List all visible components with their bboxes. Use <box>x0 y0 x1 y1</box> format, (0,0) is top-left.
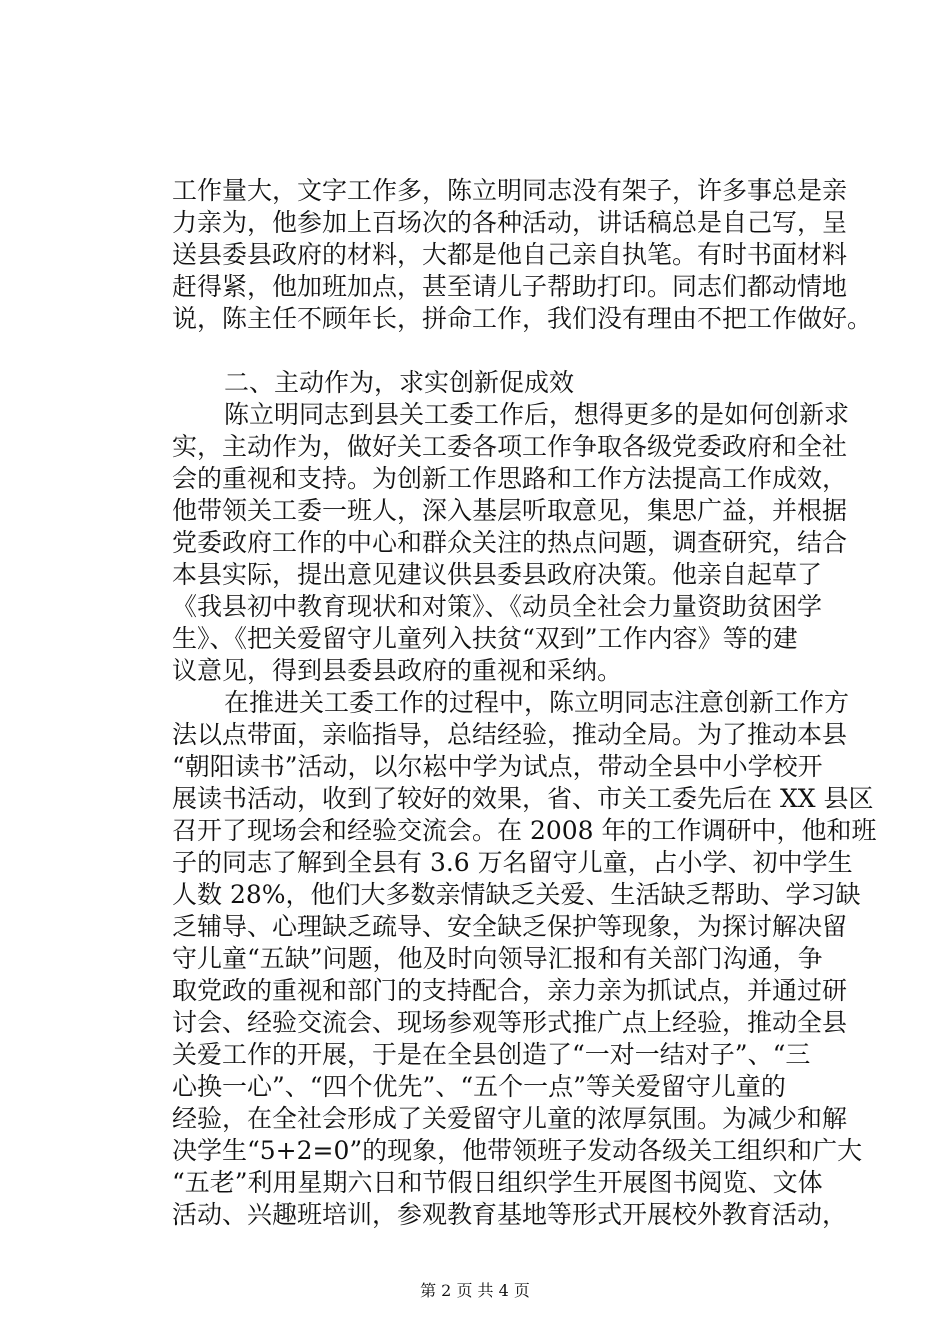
body-line: 讨会、经验交流会、现场参观等形式推广点上经验，推动全县 <box>172 1008 848 1037</box>
body-line: 展读书活动，收到了较好的效果，省、市关工委先后在 XX 县区 <box>172 784 874 813</box>
body-line: 陈立明同志到县关工委工作后，想得更多的是如何创新求 <box>224 400 850 429</box>
body-line: 说，陈主任不顾年长，拼命工作，我们没有理由不把工作做好。 <box>172 304 873 333</box>
body-line: 关爱工作的开展，于是在全县创造了“一对一结对子”、“三 <box>172 1040 811 1069</box>
body-line: 工作量大，文字工作多，陈立明同志没有架子，许多事总是亲 <box>172 176 848 205</box>
body-line: 党委政府工作的中心和群众关注的热点问题，调查研究，结合 <box>172 528 848 557</box>
body-line: “五老”利用星期六日和节假日组织学生开展图书阅览、文体 <box>172 1168 823 1197</box>
body-line: “朝阳读书”活动，以尔崧中学为试点，带动全县中小学校开 <box>172 752 823 781</box>
body-line: 在推进关工委工作的过程中，陈立明同志注意创新工作方 <box>224 688 850 717</box>
body-line: 召开了现场会和经验交流会。在 2008 年的工作调研中，他和班 <box>172 816 877 845</box>
body-line: 乏辅导、心理缺乏疏导、安全缺乏保护等现象，为探讨解决留 <box>172 912 848 941</box>
body-line: 生》、《把关爱留守儿童列入扶贫“双到”工作内容》等的建 <box>172 624 798 653</box>
body-line: 他带领关工委一班人，深入基层听取意见，集思广益，并根据 <box>172 496 848 525</box>
body-line: 实，主动作为，做好关工委各项工作争取各级党委政府和全社 <box>172 432 848 461</box>
body-line: 经验，在全社会形成了关爱留守儿童的浓厚氛围。为减少和解 <box>172 1104 848 1133</box>
body-line: 法以点带面，亲临指导，总结经验，推动全局。为了推动本县 <box>172 720 848 749</box>
body-line: 心换一心”、“四个优先”、“五个一点”等关爱留守儿童的 <box>172 1072 786 1101</box>
body-line: 议意见，得到县委县政府的重视和采纳。 <box>172 656 623 685</box>
body-line: 人数 28%，他们大多数亲情缺乏关爱、生活缺乏帮助、学习缺 <box>172 880 861 909</box>
body-line: 力亲为，他参加上百场次的各种活动，讲话稿总是自己写，呈 <box>172 208 848 237</box>
page-number-footer: 第 2 页 共 4 页 <box>420 1281 530 1300</box>
body-line: 取党政的重视和部门的支持配合，亲力亲为抓试点，并通过研 <box>172 976 848 1005</box>
body-line: 会的重视和支持。为创新工作思路和工作方法提高工作成效， <box>172 464 848 493</box>
section-heading: 二、主动作为，求实创新促成效 <box>224 368 575 397</box>
body-line: 本县实际，提出意见建议供县委县政府决策。他亲自起草了 <box>172 560 823 589</box>
body-line: 守儿童“五缺”问题，他及时向领导汇报和有关部门沟通，争 <box>172 944 823 973</box>
body-line: 子的同志了解到全县有 3.6 万名留守儿童，占小学、初中学生 <box>172 848 853 877</box>
body-line: 《我县初中教育现状和对策》、《动员全社会力量资助贫困学 <box>172 592 823 621</box>
body-line: 决学生“5+2=0”的现象，他带领班子发动各级关工组织和广大 <box>172 1136 863 1165</box>
body-line: 送县委县政府的材料，大都是他自己亲自执笔。有时书面材料 <box>172 240 848 269</box>
body-line: 活动、兴趣班培训，参观教育基地等形式开展校外教育活动， <box>172 1200 848 1229</box>
body-line: 赶得紧，他加班加点，甚至请儿子帮助打印。同志们都动情地 <box>172 272 848 301</box>
